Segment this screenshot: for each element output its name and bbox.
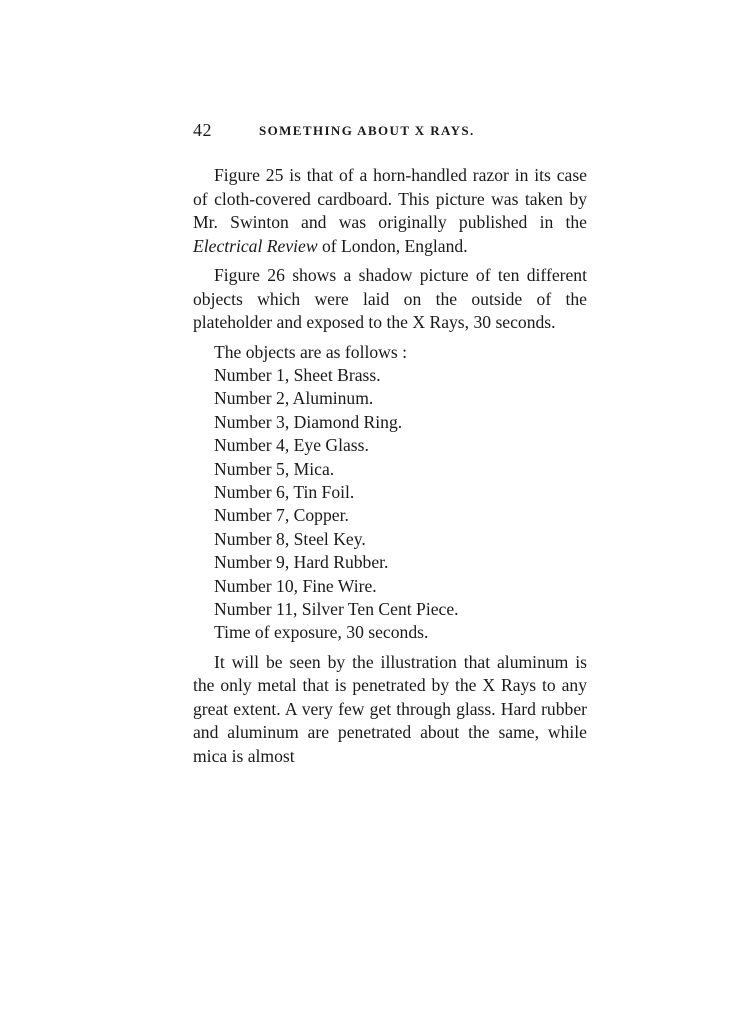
paragraph-figure-25-end: of London, England. (317, 235, 468, 256)
paragraph-figure-25 (193, 164, 587, 258)
list-item: Number 7, Copper. (214, 505, 349, 526)
list-item: Number 2, Aluminum. (214, 388, 374, 409)
list-intro: The objects are as follows : (214, 341, 407, 362)
paragraph-conclusion: It will be seen by the illustration that aluminum is the only metal that is penetrated by the X Rays to any great extent. A very few get through glass. Hard rubber and aluminum are penetrated about the same, while mica is almost (193, 651, 587, 766)
list-item: Number 6, Tin Foil. (214, 481, 355, 502)
page-number: 42 (193, 120, 212, 140)
running-title: SOMETHING ABOUT X RAYS. (259, 123, 475, 138)
page-header (193, 120, 593, 144)
list-item: Number 8, Steel Key. (214, 528, 366, 549)
body-text (193, 164, 587, 768)
list-item: Number 3, Diamond Ring. (214, 411, 403, 432)
list-item: Number 5, Mica. (214, 458, 335, 479)
publication-title: Electrical Review (193, 235, 318, 256)
paragraph-figure-25-text: Figure 25 is that of a horn-handled razor in its case of cloth-covered cardboard. This picture was taken by Mr. Swinton and was originally published in the (193, 165, 587, 232)
list-item: Number 10, Fine Wire. (214, 575, 377, 596)
objects-list (193, 341, 587, 645)
list-item: Number 11, Silver Ten Cent Piece. (214, 598, 459, 619)
list-item: Number 9, Hard Rubber. (214, 552, 389, 573)
list-item: Number 4, Eye Glass. (214, 435, 369, 456)
paragraph-figure-26: Figure 26 shows a shadow picture of ten different objects which were laid on the outside of the plateholder and exposed to the X Rays, 30 seconds. (193, 265, 587, 332)
list-item: Number 1, Sheet Brass. (214, 364, 381, 385)
list-outro: Time of exposure, 30 seconds. (214, 622, 429, 643)
